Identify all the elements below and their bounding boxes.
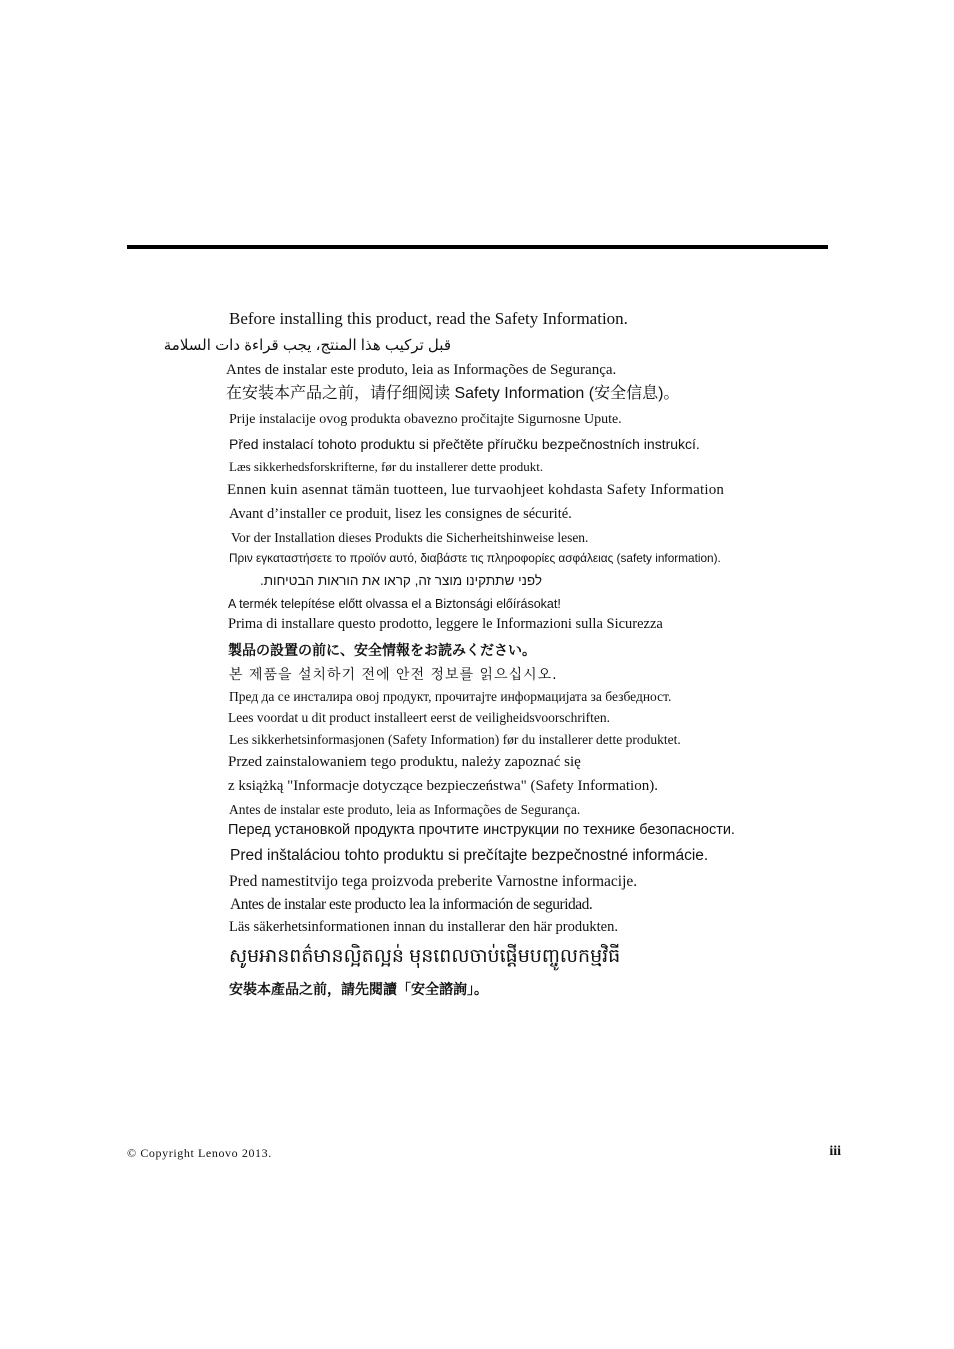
notice-slovak: Pred inštaláciou tohto produktu si prečítajte bezpečnostné informácie.: [230, 847, 709, 864]
copyright-notice: © Copyright Lenovo 2013.: [127, 1146, 272, 1160]
notice-english: Before installing this product, read the Safety Information.: [229, 309, 628, 328]
notice-german: Vor der Installation dieses Produkts die Sicherheitshinweise lesen.: [231, 530, 589, 545]
notice-czech: Před instalací tohoto produktu si přečtěte příručku bezpečnostních instrukcí.: [229, 436, 700, 452]
notice-polish-line-1: Przed zainstalowaniem tego produktu, należy zapoznać się: [228, 754, 581, 770]
notice-swedish: Läs säkerhetsinformationen innan du installerar den här produkten.: [229, 919, 618, 935]
notice-norwegian: Les sikkerhetsinformasjonen (Safety Information) før du installerer dette produktet.: [229, 732, 681, 747]
chapter-divider-rule: [127, 245, 828, 249]
notice-korean: 본 제품을 설치하기 전에 안전 정보를 읽으십시오.: [229, 667, 558, 683]
notice-simplified-chinese: 在安装本产品之前，请仔细阅读 Safety Information (安全信息)。: [226, 385, 680, 402]
notice-hebrew: לפני שתתקינו מוצר זה, קראו את הוראות הבטיחות.: [259, 573, 542, 588]
notice-portuguese: Antes de instalar este produto, leia as Informações de Segurança.: [226, 362, 617, 378]
page-number: iii: [829, 1144, 841, 1159]
notice-portuguese-portugal: Antes de instalar este produto, leia as Informações de Segurança.: [229, 802, 581, 817]
notice-italian: Prima di installare questo prodotto, leggere le Informazioni sulla Sicurezza: [228, 616, 663, 632]
notice-greek: Πριν εγκαταστήσετε το προϊόν αυτό, διαβάστε τις πληροφορίες ασφάλειας (safety information).: [229, 551, 721, 565]
notice-khmer: សូមអានពត៌មានល្អិតល្អន់ មុនពេលចាប់ផ្តើមបញ្ចូលកម្មវិធី: [229, 946, 621, 967]
notice-arabic: قبل تركيب هذا المنتج، يجب قراءة دات السلامة: [163, 337, 451, 354]
notice-slovenian: Pred namestitvijo tega proizvoda preberite Varnostne informacije.: [229, 873, 638, 890]
notice-danish: Læs sikkerhedsforskrifterne, før du installerer dette produkt.: [229, 459, 544, 474]
notice-russian: Перед установкой продукта прочтите инструкции по технике безопасности.: [228, 822, 735, 838]
notice-finnish: Ennen kuin asennat tämän tuotteen, lue turvaohjeet kohdasta Safety Information: [227, 482, 725, 498]
notice-spanish: Antes de instalar este producto lea la información de seguridad.: [230, 896, 593, 913]
notice-croatian: Prije instalacije ovog produkta obavezno pročitajte Sigurnosne Upute.: [229, 412, 622, 427]
notice-dutch: Lees voordat u dit product installeert eerst de veiligheidsvoorschriften.: [228, 710, 611, 725]
notice-macedonian: Пред да се инсталира овој продукт, прочитајте информацијата за безбедност.: [229, 689, 672, 704]
notice-japanese: 製品の設置の前に、安全情報をお読みください。: [228, 643, 536, 659]
notice-polish-line-2: z książką "Informacje dotyczące bezpieczeństwa" (Safety Information).: [228, 778, 658, 794]
notice-french: Avant d’installer ce produit, lisez les consignes de sécurité.: [229, 506, 572, 522]
notice-hungarian: A termék telepítése előtt olvassa el a Biztonsági előírásokat!: [228, 597, 561, 611]
notice-traditional-chinese: 安裝本產品之前，請先閱讀「安全諮詢」。: [229, 982, 488, 998]
